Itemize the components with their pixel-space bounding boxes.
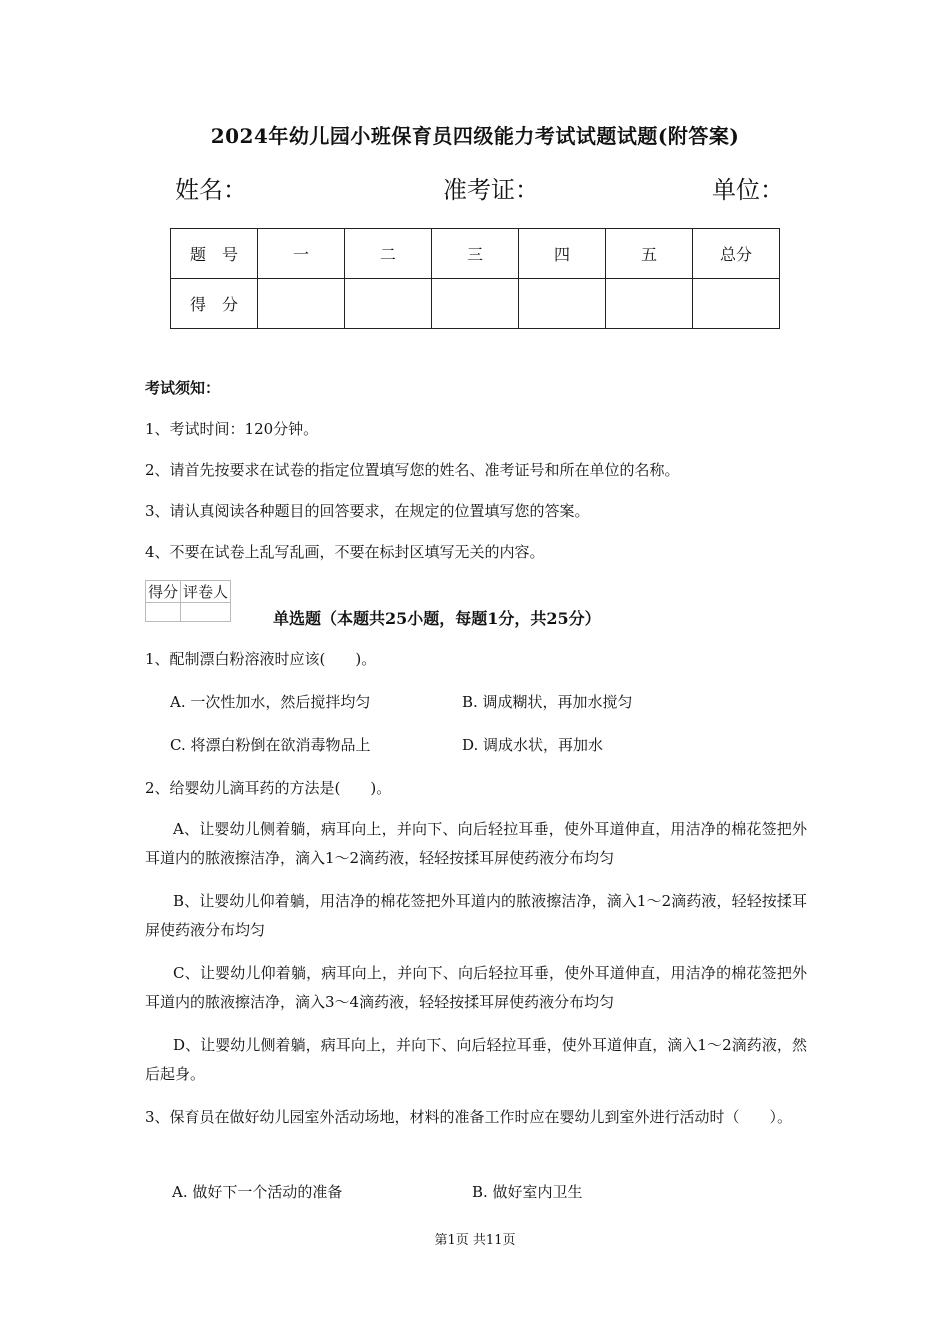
score-header-cell: 二	[345, 229, 432, 279]
score-header-cell: 总分	[693, 229, 780, 279]
score-cell[interactable]	[606, 279, 693, 329]
score-header-cell: 题 号	[171, 229, 258, 279]
score-cell[interactable]	[432, 279, 519, 329]
score-table-score-row	[171, 279, 780, 329]
question-stem: 1、配制漂白粉溶液时应该( )。	[145, 650, 377, 668]
question-stem: 3、保育员在做好幼儿园室外活动场地，材料的准备工作时应在婴幼儿到室外进行活动时（ ）。	[145, 1108, 793, 1126]
grader-score-cell[interactable]	[146, 603, 181, 622]
grader-box	[145, 580, 231, 622]
unit-label: 单位：	[712, 176, 784, 204]
score-row-label: 得 分	[171, 279, 258, 329]
score-cell[interactable]	[345, 279, 432, 329]
answer-option[interactable]: B. 调成糊状，再加水搅匀	[462, 693, 633, 711]
notice-item: 1、考试时间：120分钟。	[145, 420, 319, 438]
question-stem: 2、给婴幼儿滴耳药的方法是( )。	[145, 779, 392, 797]
answer-option[interactable]: C、让婴幼儿仰着躺，病耳向上，并向下、向后轻拉耳垂，使外耳道伸直，用洁净的棉花签把外耳道内的脓液擦洁净，滴入3～4滴药液，轻轻按揉耳屏使药液分布均匀	[145, 964, 807, 1011]
section-title: 单选题（本题共25小题，每题1分，共25分）	[273, 609, 601, 628]
notice-heading: 考试须知：	[145, 379, 221, 397]
notice-item: 3、请认真阅读各种题目的回答要求，在规定的位置填写您的答案。	[145, 502, 590, 520]
answer-option[interactable]: B、让婴幼儿仰着躺，用洁净的棉花签把外耳道内的脓液擦洁净，滴入1～2滴药液，轻轻按揉耳屏使药液分布均匀	[145, 892, 807, 939]
answer-option[interactable]: D. 调成水状，再加水	[462, 736, 604, 754]
answer-option[interactable]: B. 做好室内卫生	[472, 1183, 583, 1201]
answer-option[interactable]: A. 做好下一个活动的准备	[172, 1183, 343, 1201]
score-table-header-row	[171, 229, 780, 279]
page-footer: 第1页 共11页	[434, 1233, 516, 1248]
grader-score-label: 得分	[146, 581, 181, 603]
answer-option[interactable]: A. 一次性加水，然后搅拌均匀	[170, 693, 371, 711]
exam-id-label: 准考证：	[443, 176, 539, 204]
score-cell[interactable]	[519, 279, 606, 329]
grader-name-cell[interactable]	[181, 603, 231, 622]
exam-title: 2024年幼儿园小班保育员四级能力考试试题试题(附答案)	[210, 124, 740, 148]
score-header-cell: 五	[606, 229, 693, 279]
notice-item: 2、请首先按要求在试卷的指定位置填写您的姓名、准考证号和所在单位的名称。	[145, 461, 680, 479]
answer-option[interactable]: A、让婴幼儿侧着躺，病耳向上，并向下、向后轻拉耳垂，使外耳道伸直，用洁净的棉花签把外耳道内的脓液擦洁净，滴入1～2滴药液，轻轻按揉耳屏使药液分布均匀	[145, 820, 807, 867]
score-table	[170, 228, 780, 329]
name-label: 姓名：	[175, 176, 247, 204]
answer-option[interactable]: C. 将漂白粉倒在欲消毒物品上	[170, 736, 371, 754]
score-header-cell: 四	[519, 229, 606, 279]
score-header-cell: 一	[258, 229, 345, 279]
score-cell[interactable]	[693, 279, 780, 329]
score-header-cell: 三	[432, 229, 519, 279]
notice-item: 4、不要在试卷上乱写乱画，不要在标封区填写无关的内容。	[145, 543, 545, 561]
grader-name-label: 评卷人	[181, 581, 231, 603]
answer-option[interactable]: D、让婴幼儿侧着躺，病耳向上，并向下、向后轻拉耳垂，使外耳道伸直，滴入1～2滴药液，然后起身。	[145, 1036, 807, 1083]
score-cell[interactable]	[258, 279, 345, 329]
